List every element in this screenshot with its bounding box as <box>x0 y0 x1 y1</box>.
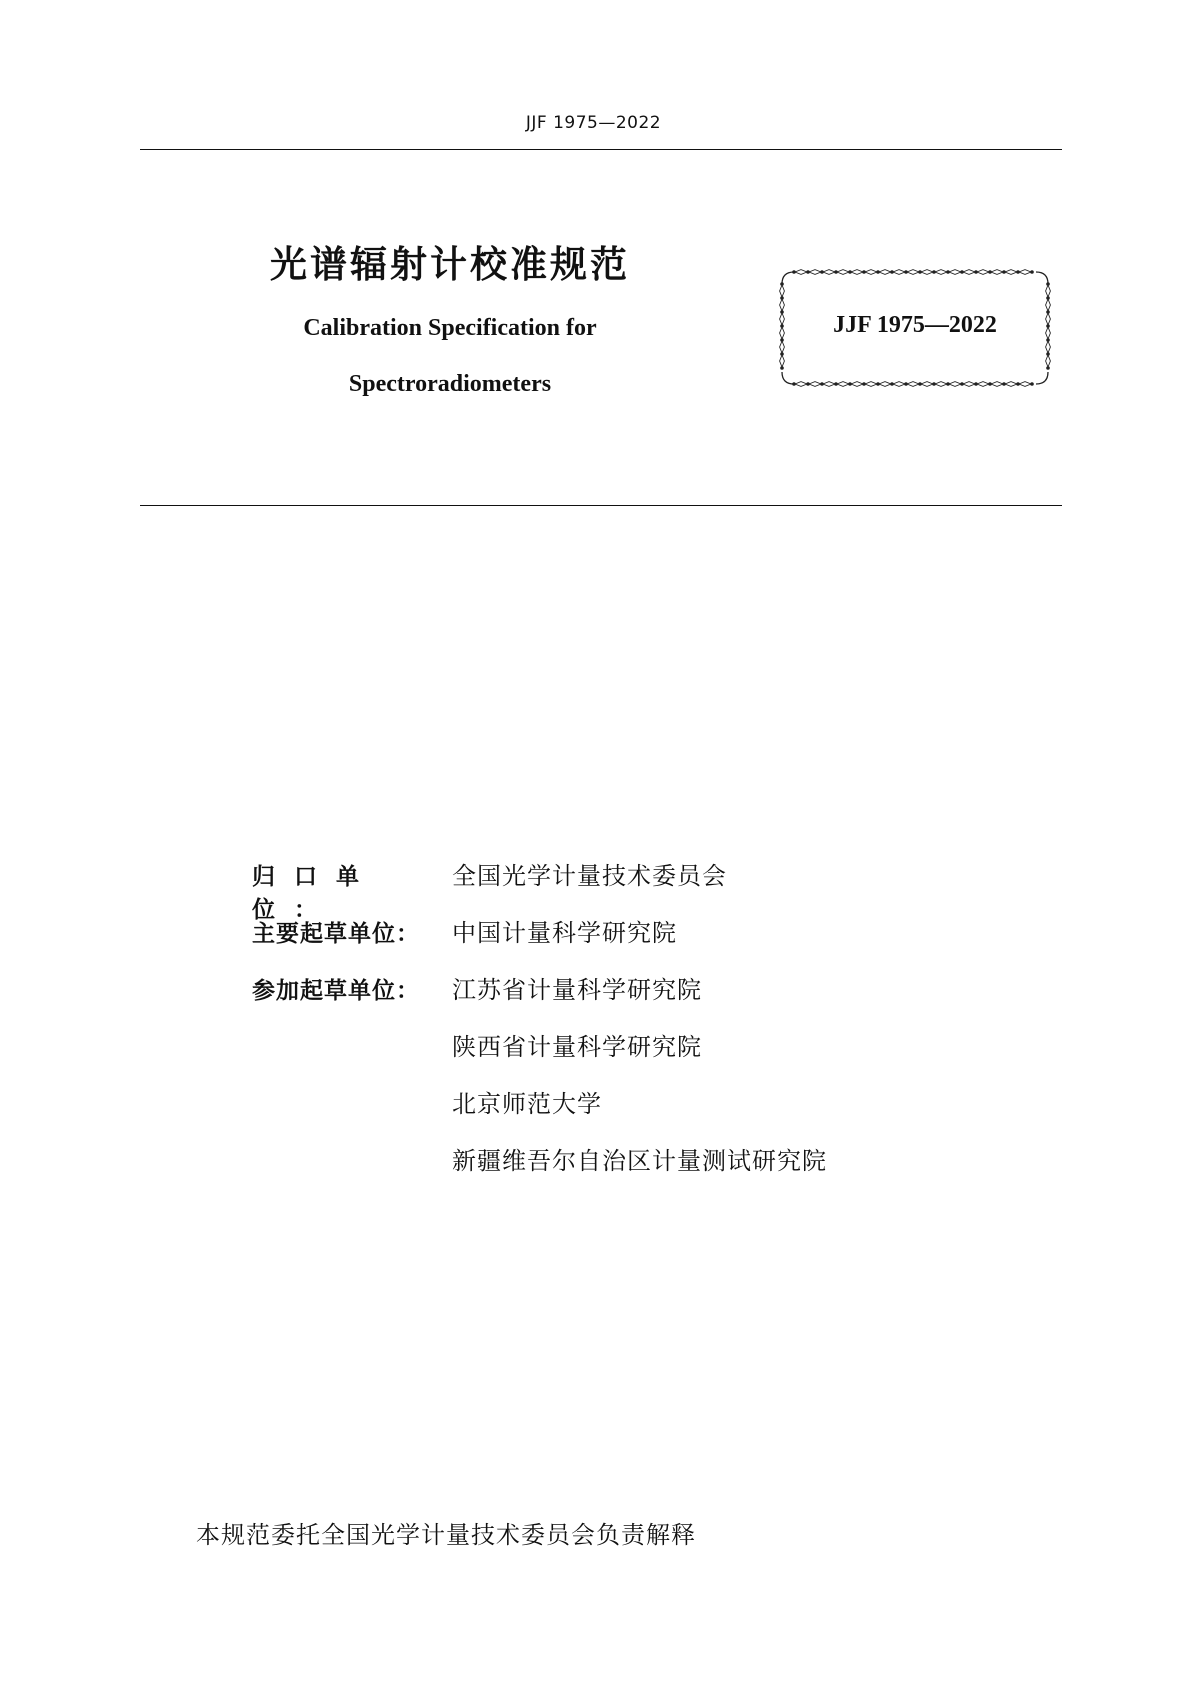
drafting-units-list <box>252 856 827 1198</box>
running-header-code: JJF 1975—2022 <box>525 113 662 133</box>
frame-diamond <box>1046 355 1051 367</box>
unit-row-participant-3 <box>252 1084 827 1141</box>
unit-label-centralized: 归口单位： <box>252 864 378 923</box>
unit-row-participant-4 <box>252 1141 827 1198</box>
header-divider <box>140 149 1062 150</box>
title-block <box>230 240 670 412</box>
standard-code-frame <box>776 266 1054 390</box>
frame-diamond <box>780 355 785 367</box>
frame-diamond <box>949 382 961 387</box>
unit-row-participant-2 <box>252 1027 827 1084</box>
frame-diamond <box>907 382 919 387</box>
frame-diamond <box>837 382 849 387</box>
title-english-line-2: Spectroradiometers <box>348 371 552 397</box>
frame-diamond <box>935 382 947 387</box>
frame-diamond <box>1005 382 1017 387</box>
frame-diamond <box>865 382 877 387</box>
frame-dot <box>780 366 784 370</box>
frame-diamond <box>1046 299 1051 311</box>
frame-diamond <box>795 270 807 275</box>
unit-row-centralized <box>252 856 827 923</box>
frame-corner <box>782 272 794 284</box>
frame-diamond <box>935 270 947 275</box>
frame-diamond <box>921 382 933 387</box>
unit-value-centralized: 全国光学计量技术委员会 <box>452 862 727 890</box>
unit-value-participant-1: 江苏省计量科学研究院 <box>452 976 702 1004</box>
frame-diamond <box>780 299 785 311</box>
frame-diamond <box>823 382 835 387</box>
frame-diamond <box>991 382 1003 387</box>
frame-diamond <box>893 270 905 275</box>
frame-dot <box>1030 382 1034 386</box>
frame-diamond <box>851 382 863 387</box>
title-divider <box>140 505 1062 506</box>
frame-dot <box>1046 366 1050 370</box>
frame-diamond <box>795 382 807 387</box>
frame-diamond <box>977 270 989 275</box>
frame-diamond <box>1005 270 1017 275</box>
frame-corner <box>1036 272 1048 284</box>
title-chinese: 光谱辐射计校准规范 <box>270 243 630 286</box>
frame-corner <box>782 372 794 384</box>
frame-diamond <box>977 382 989 387</box>
frame-diamond <box>780 341 785 353</box>
unit-value-participant-2: 陕西省计量科学研究院 <box>452 1033 702 1061</box>
frame-diamond <box>1019 270 1031 275</box>
unit-row-participant-1 <box>252 970 827 1027</box>
frame-corner <box>1036 372 1048 384</box>
unit-label-main-drafter: 主要起草单位： <box>252 921 420 947</box>
frame-diamond <box>823 270 835 275</box>
frame-diamond <box>865 270 877 275</box>
interpretation-note: 本规范委托全国光学计量技术委员会负责解释 <box>196 1521 696 1549</box>
frame-diamond <box>879 270 891 275</box>
frame-diamond <box>809 382 821 387</box>
unit-value-main-drafter: 中国计量科学研究院 <box>452 919 677 947</box>
frame-dot <box>1030 270 1034 274</box>
unit-label-participants: 参加起草单位： <box>252 978 420 1004</box>
unit-value-participant-3: 北京师范大学 <box>452 1090 602 1118</box>
title-english-line-1: Calibration Specification for <box>303 315 597 341</box>
standard-code-box-text: JJF 1975—2022 <box>833 312 997 338</box>
frame-diamond <box>963 270 975 275</box>
frame-diamond <box>921 270 933 275</box>
frame-diamond <box>1046 341 1051 353</box>
frame-diamond <box>1046 285 1051 297</box>
frame-diamond <box>780 285 785 297</box>
frame-diamond <box>963 382 975 387</box>
unit-value-participant-4: 新疆维吾尔自治区计量测试研究院 <box>452 1147 827 1175</box>
frame-diamond <box>991 270 1003 275</box>
frame-diamond <box>851 270 863 275</box>
frame-diamond <box>949 270 961 275</box>
frame-diamond <box>809 270 821 275</box>
frame-diamond <box>907 270 919 275</box>
frame-diamond <box>837 270 849 275</box>
frame-diamond <box>879 382 891 387</box>
frame-diamond <box>893 382 905 387</box>
frame-diamond <box>1019 382 1031 387</box>
unit-row-main-drafter <box>252 913 827 970</box>
